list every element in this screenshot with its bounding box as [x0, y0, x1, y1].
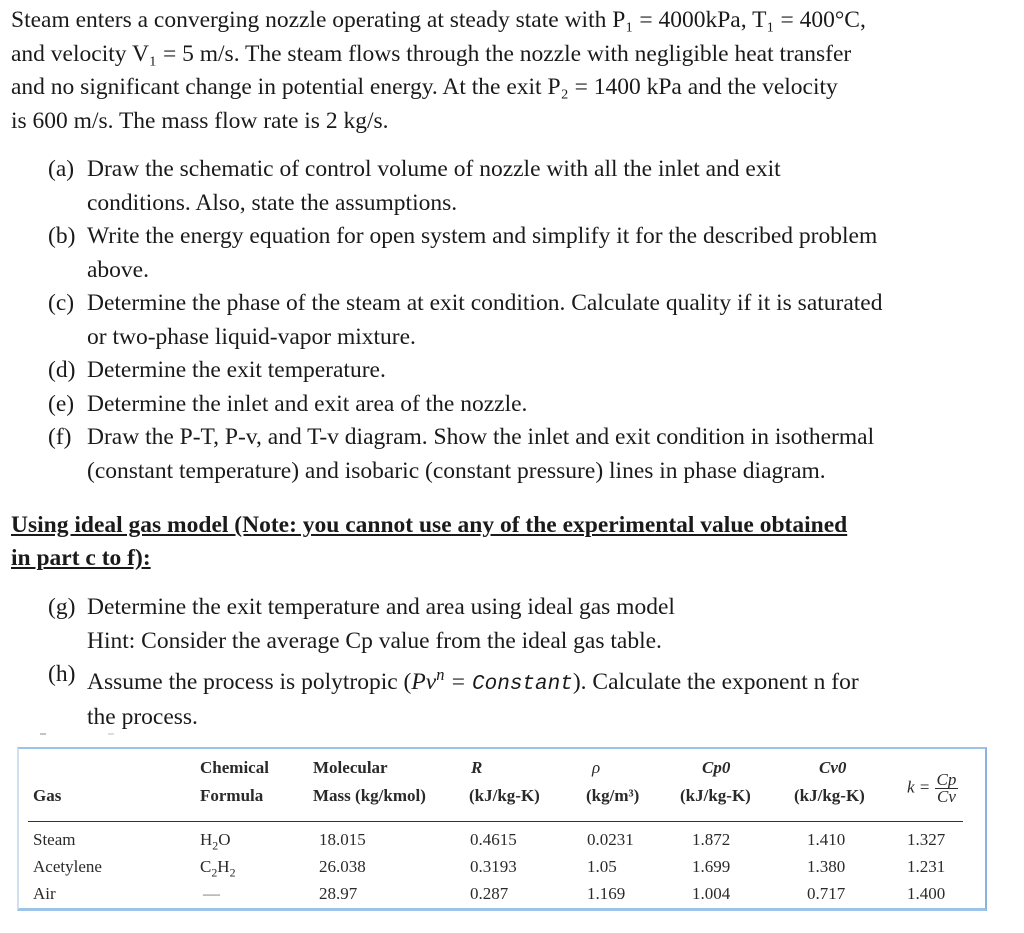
header-mass-1: Molecular	[313, 758, 388, 777]
intro-line-1: Steam enters a converging nozzle operating at steady state with P₁ = 4000kPa, T₁ = 400°C,	[11, 7, 866, 33]
header-rho-1: ρ	[592, 758, 601, 777]
header-rho-2: (kg/m³)	[586, 786, 640, 805]
cell-mass: 28.97	[319, 884, 358, 903]
cell-cv: 1.410	[807, 830, 846, 849]
header-gas: Gas	[33, 786, 62, 805]
cell-cp: 1.699	[692, 857, 731, 876]
cell-k: 1.327	[907, 830, 946, 849]
cell-cv: 1.380	[807, 857, 846, 876]
part-text: or two-phase liquid-vapor mixture.	[87, 323, 416, 350]
header-k	[907, 772, 958, 805]
part-label: (a)	[48, 156, 75, 182]
part-text: (constant temperature) and isobaric (constant pressure) lines in phase diagram.	[87, 457, 826, 484]
cell-r: 0.4615	[470, 830, 517, 849]
eq-rhs: Constant	[472, 672, 573, 696]
eq-exponent: n	[436, 665, 445, 684]
k-denominator: Cv	[937, 787, 956, 806]
header-mass-2: Mass (kg/kmol)	[313, 786, 426, 805]
part-d	[48, 354, 993, 388]
part-label: (h)	[48, 661, 76, 687]
part-label: (b)	[48, 223, 76, 249]
eq-lhs: Pv	[411, 668, 437, 695]
cell-mass: 26.038	[319, 857, 366, 876]
k-fraction	[935, 772, 959, 805]
cell-gas: Acetylene	[33, 857, 102, 876]
header-cv-2: (kJ/kg-K)	[794, 786, 865, 805]
note-line-1: Using ideal gas model (Note: you cannot use any of the experimental value obtained	[11, 512, 848, 538]
cell-r: 0.3193	[470, 857, 517, 876]
properties-table	[17, 747, 987, 911]
header-r-2: (kJ/kg-K)	[469, 786, 540, 805]
part-h	[48, 658, 993, 735]
k-numerator: Cp	[936, 770, 957, 789]
part-text-pre: Assume the process is polytropic (	[87, 668, 412, 695]
cell-gas: Air	[33, 884, 56, 903]
note-line-2: in part c to f):	[11, 545, 151, 571]
part-label: (c)	[48, 290, 75, 316]
part-text: Determine the phase of the steam at exit condition. Calculate quality if it is saturated	[87, 290, 883, 316]
part-text	[87, 658, 993, 701]
part-text: Draw the schematic of control volume of nozzle with all the inlet and exit	[87, 156, 781, 182]
part-label: (g)	[48, 594, 76, 620]
header-divider	[28, 821, 963, 822]
problem-statement	[11, 4, 996, 138]
cell-k: 1.400	[907, 884, 946, 903]
part-text: Draw the P-T, P-v, and T-v diagram. Show the inlet and exit condition in isothermal	[87, 424, 875, 450]
cell-mass: 18.015	[319, 830, 366, 849]
part-text: the process.	[87, 704, 198, 731]
part-e	[48, 388, 993, 422]
cell-k: 1.231	[907, 857, 946, 876]
part-text: Determine the inlet and exit area of the nozzle.	[87, 390, 528, 417]
cell-gas: Steam	[33, 830, 76, 849]
cell-r: 0.287	[470, 884, 509, 903]
ideal-gas-questions	[48, 591, 993, 735]
header-cv-1: Cv0	[819, 758, 847, 777]
part-b	[48, 220, 993, 287]
polytropic-equation	[411, 665, 573, 696]
cell-cp: 1.004	[692, 884, 731, 903]
part-text: Determine the exit temperature.	[87, 357, 386, 383]
cell-formula: $H_2O$	[200, 830, 231, 853]
part-text-post: ). Calculate the exponent n for	[572, 668, 859, 695]
header-formula-1: Chemical	[200, 758, 269, 777]
part-text: above.	[87, 256, 149, 283]
cell-rho: 1.05	[587, 857, 617, 876]
ideal-gas-heading	[11, 509, 996, 575]
part-f	[48, 421, 993, 488]
header-formula-2: Formula	[200, 786, 264, 805]
cell-rho: 1.169	[587, 884, 626, 903]
part-text: Determine the exit temperature and area using ideal gas model	[87, 594, 675, 620]
header-cp-2: (kJ/kg-K)	[680, 786, 751, 805]
part-label: (e)	[48, 390, 75, 417]
intro-line-4: is 600 m/s. The mass flow rate is 2 kg/s.	[11, 107, 389, 134]
header-cp-1: Cp0	[702, 758, 731, 777]
intro-line-3: and no significant change in potential energy. At the exit P₂ = 1400 kPa and the velocity	[11, 74, 838, 100]
cell-cv: 0.717	[807, 884, 846, 903]
part-a	[48, 153, 993, 220]
part-c	[48, 287, 993, 354]
header-r-1: R	[471, 758, 483, 777]
question-list	[48, 153, 993, 488]
k-label: k =	[907, 777, 931, 797]
part-label: (d)	[48, 357, 76, 383]
part-g	[48, 591, 993, 658]
part-text: Write the energy equation for open system and simplify it for the described problem	[87, 223, 878, 249]
part-text: conditions. Also, state the assumptions.	[87, 189, 458, 216]
eq-equals: =	[444, 668, 473, 695]
part-hint: Hint: Consider the average Cp value from the ideal gas table.	[87, 627, 662, 654]
cell-formula: $C_2H_2$	[200, 857, 236, 880]
dash-marks	[30, 732, 125, 746]
part-label: (f)	[48, 424, 72, 450]
cell-formula: —	[203, 884, 220, 903]
intro-line-2: and velocity V₁ = 5 m/s. The steam flows through the nozzle with negligible heat transfer	[11, 40, 852, 67]
cell-cp: 1.872	[692, 830, 731, 849]
cropped-marks	[30, 732, 125, 746]
cell-rho: 0.0231	[587, 830, 634, 849]
